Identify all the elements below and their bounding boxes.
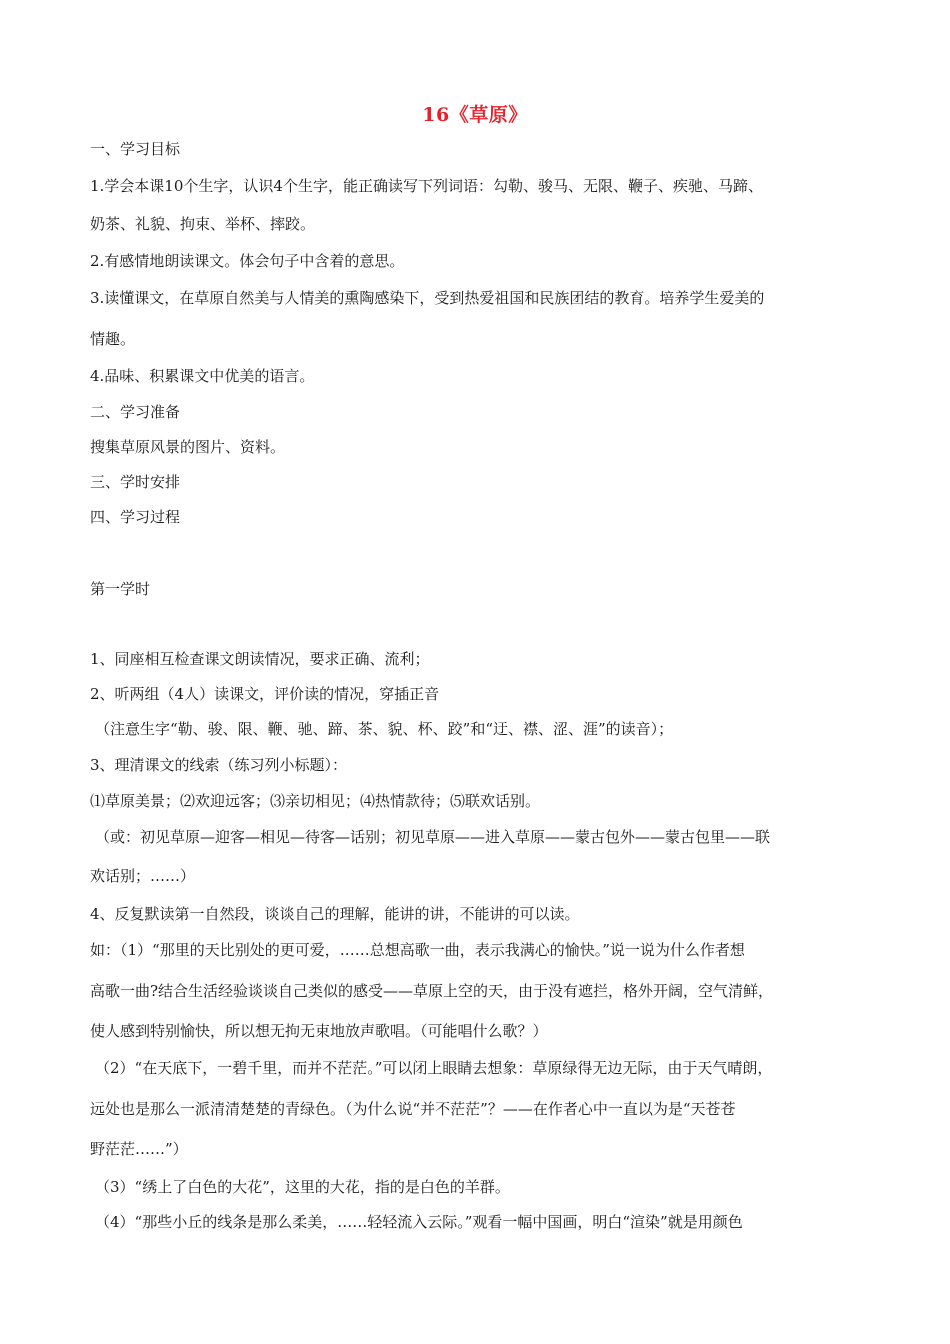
example-4-line-1: （4）“那些小丘的线条是那么柔美，……轻轻流入云际。”观看一幅中国画，明白“渲染”就是用颜色 bbox=[95, 1213, 743, 1231]
objective-2: 2.有感情地朗读课文。体会句子中含着的意思。 bbox=[90, 252, 405, 270]
section-heading-objectives: 一、学习目标 bbox=[90, 140, 181, 158]
section-heading-schedule: 三、学时安排 bbox=[90, 473, 181, 491]
example-1-line-1: 如：（1）“那里的天比别处的更可爱，……总想高歌一曲，表示我满心的愉快。”说一说为什么作者想 bbox=[90, 941, 745, 959]
step-1: 1、同座相互检查课文朗读情况，要求正确、流利； bbox=[90, 650, 430, 668]
objective-4: 4.品味、积累课文中优美的语言。 bbox=[90, 367, 315, 385]
document-title: 16《草原》 bbox=[422, 104, 528, 126]
objective-1-line-2: 奶茶、礼貌、拘束、举杯、摔跤。 bbox=[90, 215, 316, 233]
step-3-alt-line-1: （或：初见草原—迎客—相见—待客—话别；初见草原——进入草原——蒙古包外——蒙古包里——联 bbox=[95, 828, 771, 846]
step-3-titles: ⑴草原美景；⑵欢迎远客；⑶亲切相见；⑷热情款待；⑸联欢话别。 bbox=[90, 792, 541, 810]
step-3: 3、理清课文的线索（练习列小标题）： bbox=[90, 756, 348, 774]
step-3-alt-line-2: 欢话别；……） bbox=[90, 867, 196, 885]
example-1-line-2: 高歌一曲?结合生活经验谈谈自己类似的感受——草原上空的天，由于没有遮拦，格外开阔，空气清鲜， bbox=[90, 982, 774, 1000]
objective-1-line-1: 1.学会本课10个生字，认识4个生字，能正确读写下列词语：勾勒、骏马、无限、鞭子、疾驰、马蹄、 bbox=[90, 177, 763, 195]
example-1-line-3: 使人感到特别愉快，所以想无拘无束地放声歌唱。（可能唱什么歌？） bbox=[90, 1022, 548, 1040]
step-4: 4、反复默读第一自然段，谈谈自己的理解，能讲的讲，不能讲的可以读。 bbox=[90, 905, 580, 923]
section-heading-process: 四、学习过程 bbox=[90, 508, 181, 526]
first-period-heading: 第一学时 bbox=[90, 580, 151, 598]
objective-3-line-1: 3.读懂课文，在草原自然美与人情美的熏陶感染下，受到热爱祖国和民族团结的教育。培养学生爱美的 bbox=[90, 289, 765, 307]
example-2-line-2: 远处也是那么一派清清楚楚的青绿色。（为什么说“并不茫茫”？——在作者心中一直以为是“天苍苍 bbox=[90, 1100, 736, 1118]
step-2: 2、听两组（4人）读课文，评价读的情况，穿插正音 bbox=[90, 685, 440, 703]
preparation-text: 搜集草原风景的图片、资料。 bbox=[90, 438, 286, 456]
objective-3-line-2: 情趣。 bbox=[90, 330, 136, 348]
step-2-note: （注意生字“勒、骏、限、鞭、驰、蹄、茶、貌、杯、跤”和“迂、襟、涩、涯”的读音）； bbox=[95, 720, 674, 738]
example-2-line-1: （2）“在天底下，一碧千里，而并不茫茫。”可以闭上眼睛去想象：草原绿得无边无际，由于天气晴朗， bbox=[95, 1059, 773, 1077]
example-2-line-3: 野茫茫……”） bbox=[90, 1140, 188, 1158]
section-heading-preparation: 二、学习准备 bbox=[90, 403, 181, 421]
example-3: （3）“绣上了白色的大花”，这里的大花，指的是白色的羊群。 bbox=[95, 1178, 510, 1196]
